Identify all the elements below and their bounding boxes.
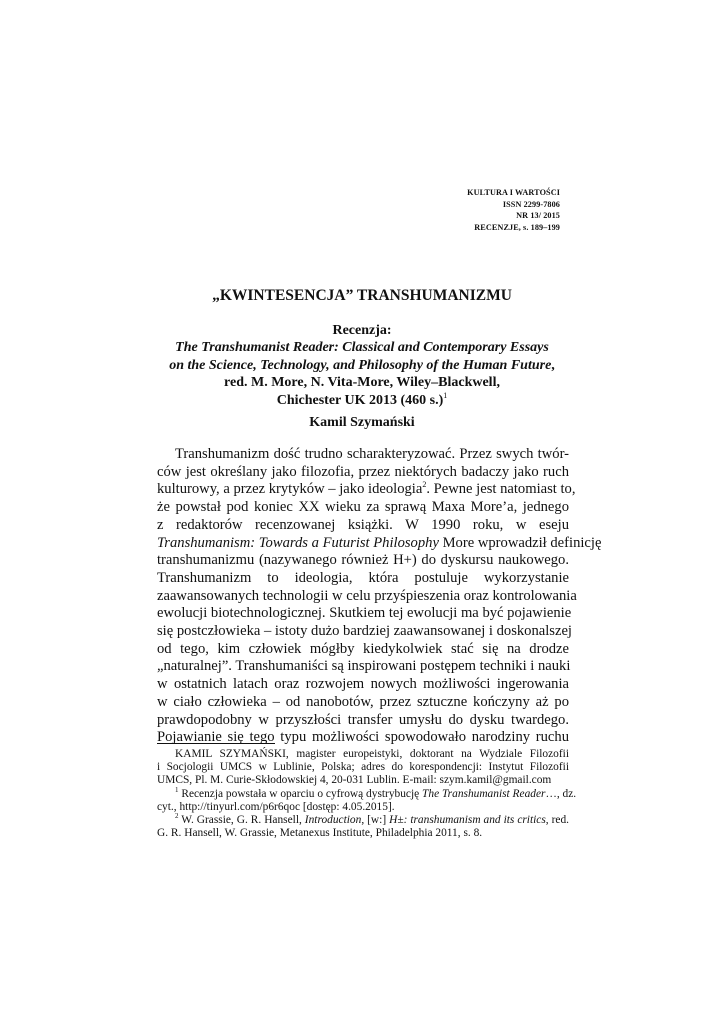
footnote-2-cont: G. R. Hansell, W. Grassie, Metanexus Institute, Philadelphia 2011, s. 8. bbox=[157, 827, 483, 840]
body-line: ewolucji biotechnologicznej. Skutkiem tej ewolucji ma być pojawienie bbox=[157, 605, 572, 622]
journal-issue: NR 13/ 2015 bbox=[516, 211, 560, 220]
body-line: prawdopodobny w przyszłości transfer umysłu do dysku twardego. bbox=[157, 711, 569, 728]
body-line: zaawansowanych technologii w celu przyśpieszenia oraz kontrolowania bbox=[157, 587, 577, 604]
footnote-chapter-title: Introduction bbox=[304, 814, 362, 827]
author-note-line: i Socjologii UMCS w Lublinie, Polska; adres do korespondencji: Instytut Filozofii bbox=[157, 761, 569, 774]
body-line: Transhumanizm to ideologia, która postuluje wykorzystanie bbox=[157, 569, 569, 586]
body-line: Pojawianie się tego typu możliwości spowodowało narodziny ruchu bbox=[157, 729, 569, 746]
footnote-1-number: 1 bbox=[175, 785, 179, 794]
review-label: Recenzja: bbox=[332, 323, 392, 338]
footnote-1 bbox=[157, 785, 577, 801]
article-title: „KWINTESENCJA” TRANSHUMANIZMU bbox=[212, 287, 512, 304]
footnote-text: Recenzja powstała w oparciu o cyfrową dystrybucję bbox=[178, 787, 423, 800]
body-line: „naturalnej”. Transhumaniści są inspirowani postępem techniki i nauki bbox=[157, 658, 571, 675]
body-line: w ostatnich latach oraz rozwojem nowych możliwości ingerowania bbox=[157, 676, 569, 693]
footnotes bbox=[157, 748, 577, 840]
body-text-span: More wprowadził definicję bbox=[438, 534, 602, 551]
book-title-line2 bbox=[0, 357, 724, 374]
footnote-1-cont: cyt., http://tinyurl.com/p6r6qoc [dostęp: 4.05.2015]. bbox=[157, 800, 395, 813]
footnote-2-number: 2 bbox=[175, 812, 179, 821]
body-line: Transhumanizm dość trudno scharakteryzować. Przez swych twór- bbox=[175, 446, 569, 462]
journal-issn: ISSN 2299-7806 bbox=[502, 199, 560, 209]
journal-name: KULTURA I WARTOŚCI bbox=[467, 188, 560, 197]
footnote-separator bbox=[157, 743, 275, 744]
body-line: z redaktorów recenzowanej książki. W 1990 roku, w eseju bbox=[157, 516, 569, 533]
book-title-line1: The Transhumanist Reader: Classical and Contemporary Essays bbox=[175, 340, 549, 356]
body-text-span: kulturowy, a przez krytyków – jako ideologia bbox=[157, 481, 423, 498]
body-line bbox=[157, 480, 576, 499]
footnote-text: …, dz. bbox=[545, 787, 577, 800]
body-line: że powstał pod koniec XX wieku za sprawą Maxa More’a, jednego bbox=[157, 499, 569, 516]
footnote-2 bbox=[157, 814, 569, 827]
body-line: ców jest określany jako filozofia, przez niektórych badaczy jako ruch bbox=[157, 463, 569, 480]
footnote-book-title: The Transhumanist Reader bbox=[422, 787, 546, 800]
body-line: od tego, kim człowiek mógłby kiedykolwiek stać się na drodze bbox=[157, 640, 569, 657]
author-note-line: UMCS, Pl. M. Curie-Skłodowskiej 4, 20-031 Lublin. E-mail: szym.kamil@gmail.com bbox=[157, 774, 552, 787]
review-block bbox=[0, 322, 724, 409]
author-name: Kamil Szymański bbox=[309, 415, 415, 430]
author-note-line: KAMIL SZYMAŃSKI, magister europeistyki, doktorant na Wydziale Filozofii bbox=[175, 748, 569, 760]
book-title-line2-text: on the Science, Technology, and Philosophy of the Human Future bbox=[169, 357, 552, 373]
book-publication-text: Chichester UK 2013 (460 s.) bbox=[276, 392, 444, 408]
footnote-text: , red. bbox=[545, 814, 569, 827]
footnote-ref-2: 2 bbox=[422, 480, 427, 490]
body-line: w ciało człowieka – od nanobotów, przez sztuczne kończyny aż po bbox=[157, 693, 569, 710]
book-publication bbox=[0, 392, 724, 409]
footnote-ref-1: 1 bbox=[443, 390, 448, 400]
body-line: transhumanizmu (nazywanego również H+) do dyskursu naukowego. bbox=[157, 552, 569, 569]
footnote-text: , [w:] bbox=[361, 814, 390, 827]
journal-header bbox=[467, 187, 560, 233]
body-line: się postczłowieka – istoty dużo bardziej zaawansowanej i doskonalszej bbox=[157, 623, 572, 640]
body-text bbox=[157, 446, 602, 747]
essay-title: Transhumanism: Towards a Futurist Philosophy bbox=[157, 534, 439, 551]
journal-section: RECENZJE, s. 189–199 bbox=[474, 222, 560, 232]
body-line bbox=[157, 534, 602, 553]
book-editors: red. M. More, N. Vita-More, Wiley–Blackwell, bbox=[224, 375, 500, 391]
footnote-text: W. Grassie, G. R. Hansell, bbox=[178, 814, 305, 827]
body-text-span: . Pewne jest natomiast to, bbox=[426, 481, 576, 498]
book-title-line2-tail: , bbox=[551, 357, 555, 373]
footnote-book-title: H±: transhumanism and its critics bbox=[389, 814, 546, 827]
